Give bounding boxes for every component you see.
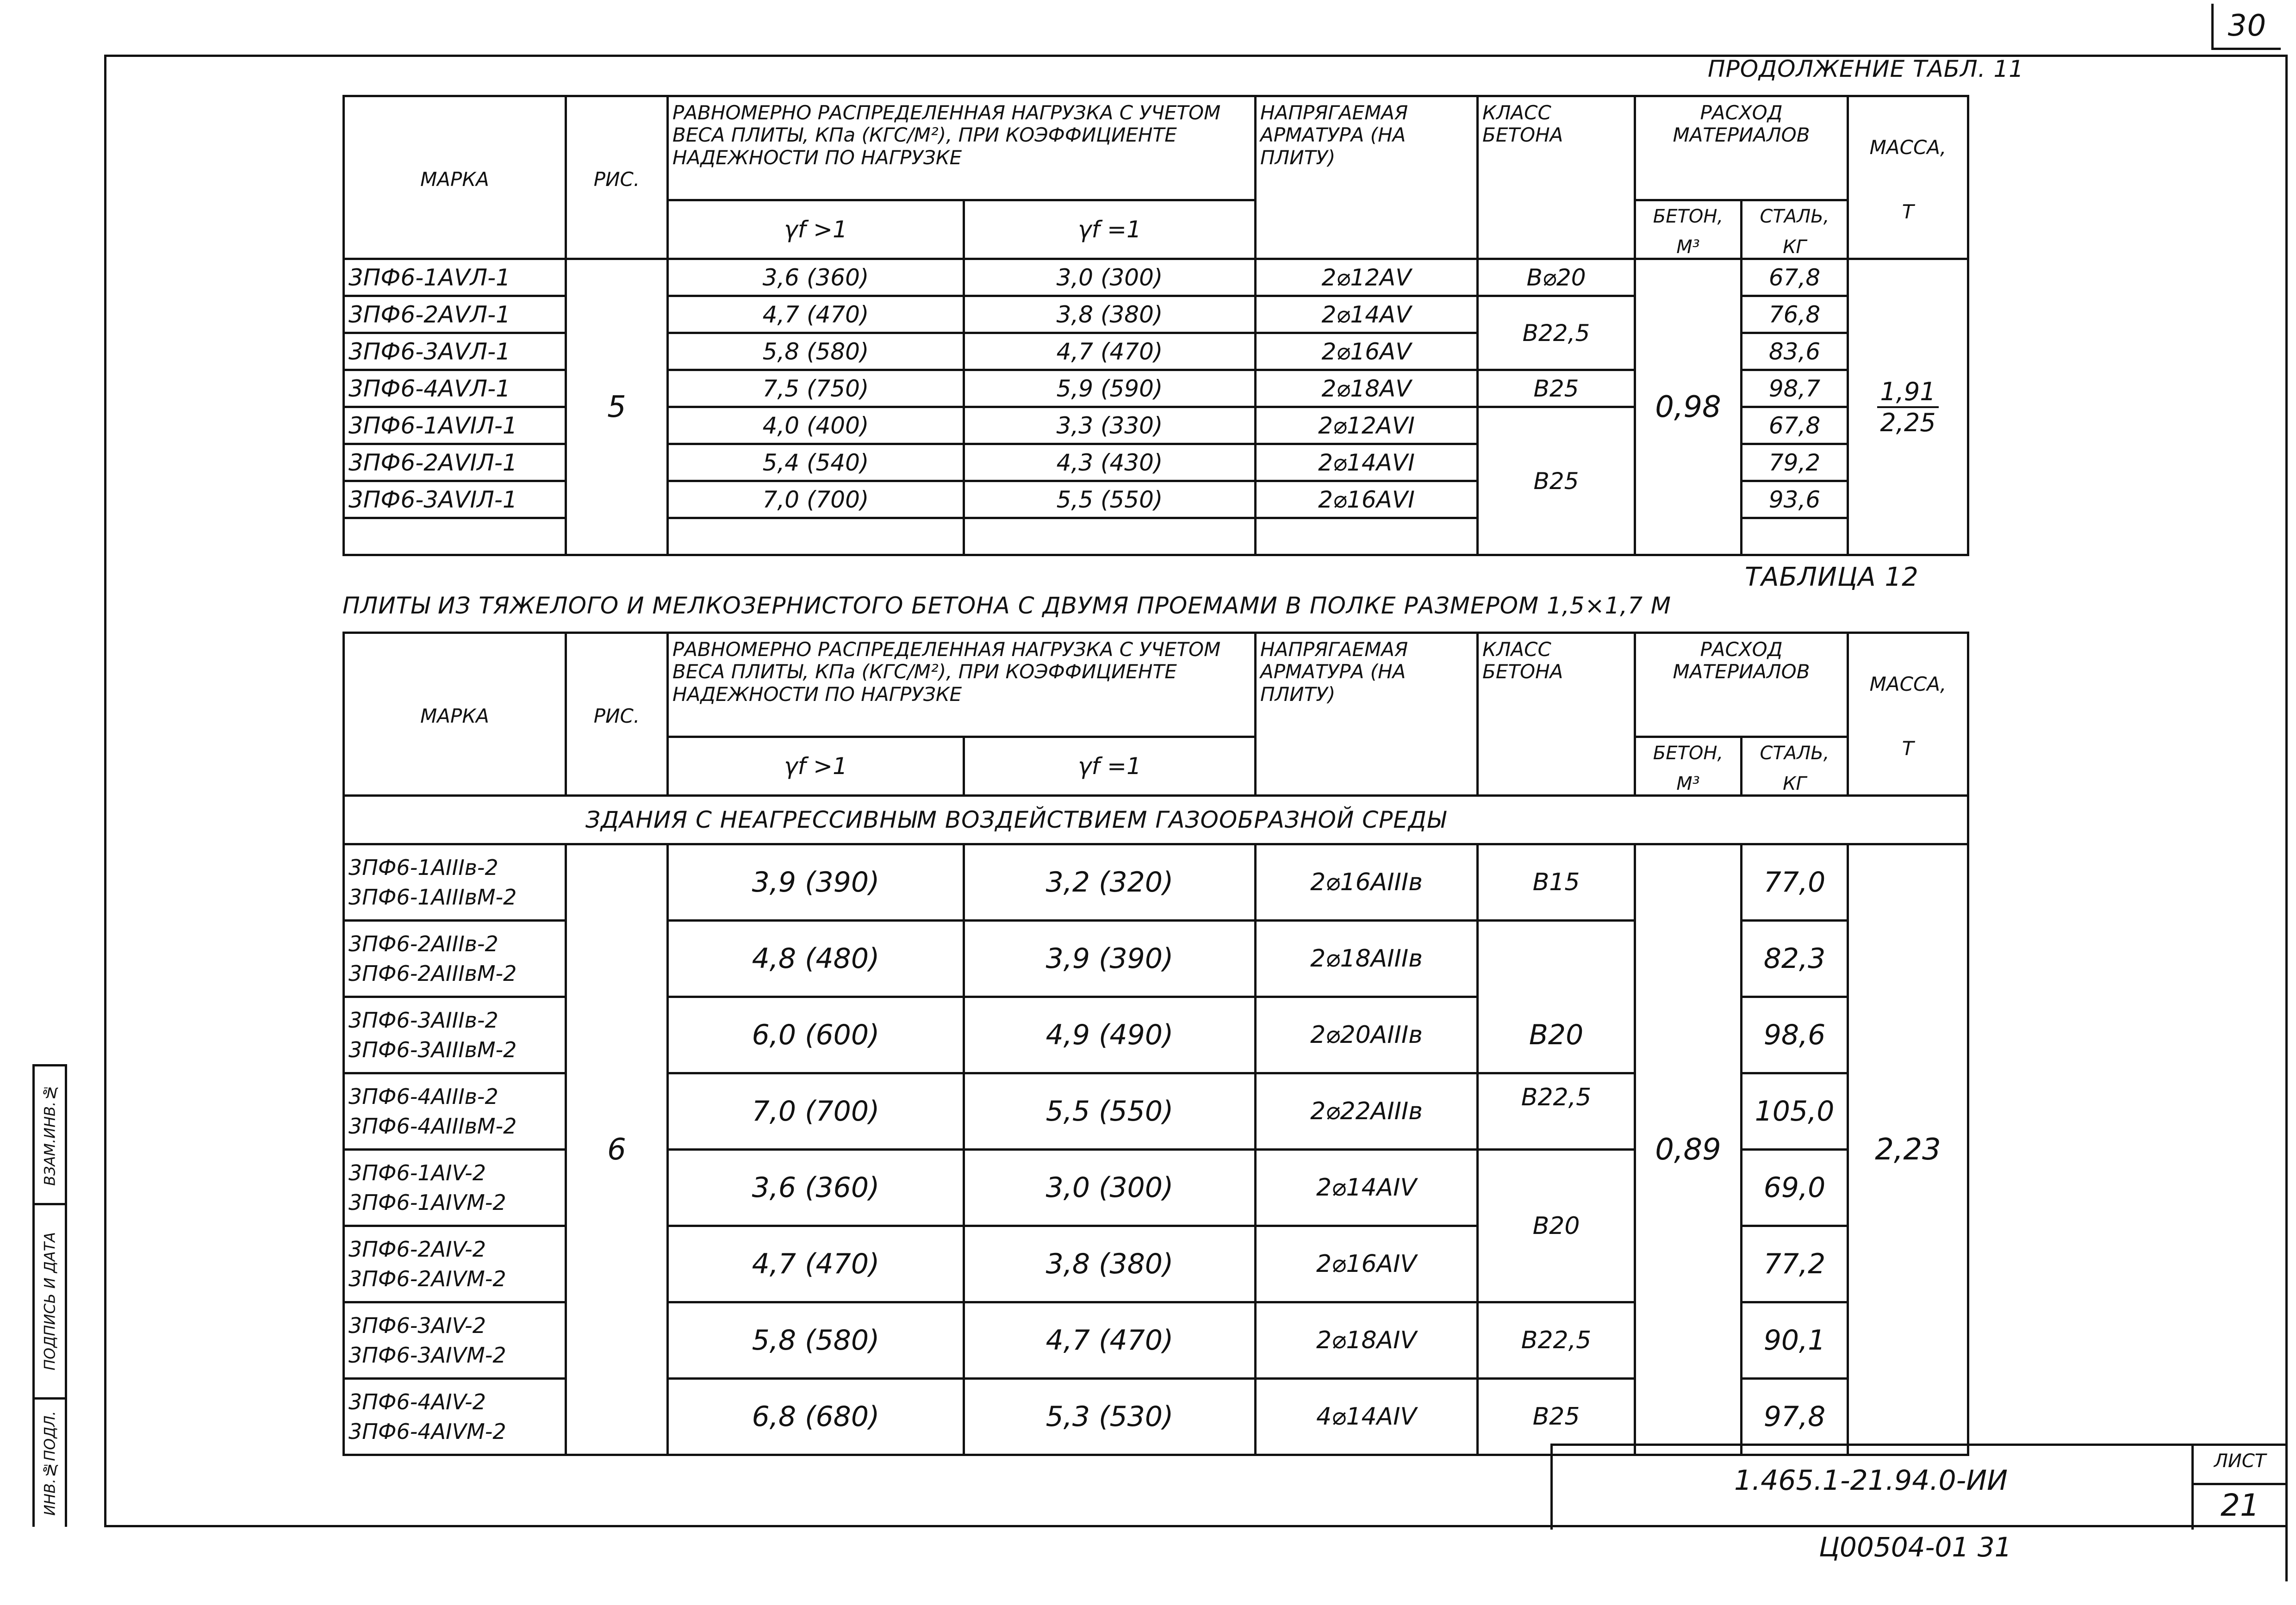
mass-alt-value: 2,25 — [1880, 408, 1936, 437]
steel-cell: 69,0 — [1742, 1150, 1848, 1226]
stamp-divider — [2191, 1446, 2194, 1530]
class-cell: В20 — [1478, 921, 1635, 1073]
header-concrete-label: БЕТОН, — [1653, 743, 1724, 764]
load-gt1-cell: 6,8 (680) — [668, 1379, 964, 1455]
mark-cell: 3ПФ6-3АVЛ-1 — [344, 333, 566, 370]
load-gt1-cell: 5,8 (580) — [668, 333, 964, 370]
mark-secondary: 3ПФ6-2АIIIвМ-2 — [348, 961, 517, 986]
class-cell: В22,5 — [1478, 1073, 1635, 1150]
table-12 — [342, 632, 1969, 1456]
mark-cell — [344, 1073, 566, 1150]
header-gamma-gt1: γf >1 — [668, 737, 964, 796]
header-concrete-unit: М³ — [1676, 773, 1700, 794]
margin-replace-inv: ВЗАМ.ИНВ.№ — [41, 1084, 59, 1186]
load-eq1-cell: 3,8 (380) — [964, 1226, 1256, 1302]
mark-secondary: 3ПФ6-3АIVМ-2 — [348, 1343, 506, 1368]
margin-inv-orig: ИНВ.№ПОДЛ. — [41, 1411, 59, 1516]
load-gt1-cell: 7,0 (700) — [668, 1073, 964, 1150]
fig-cell: 5 — [566, 259, 668, 555]
mark-secondary: 3ПФ6-1АIVМ-2 — [348, 1190, 506, 1215]
title-block — [1550, 1444, 2288, 1527]
rebar-cell: 2⌀20АIIIв — [1256, 997, 1478, 1073]
steel-cell: 67,8 — [1742, 259, 1848, 296]
header-mass-label: МАССА, — [1869, 673, 1947, 696]
header-mark: МАРКА — [344, 96, 566, 259]
header-materials: РАСХОД МАТЕРИАЛОВ — [1635, 633, 1848, 737]
header-mass — [1848, 633, 1968, 796]
class-cell: В22,5 — [1478, 1302, 1635, 1379]
header-mass-unit: Т — [1902, 200, 1914, 223]
class-cell: В22,5 — [1478, 296, 1635, 370]
margin-sign-date: ПОДПИСЬ И ДАТА — [41, 1232, 59, 1371]
sheet-number: 21 — [2221, 1487, 2259, 1523]
header-rebar: НАПРЯГАЕМАЯ АРМАТУРА (НА ПЛИТУ) — [1256, 633, 1478, 796]
class-cell: В⌀20 — [1478, 259, 1635, 296]
header-load: РАВНОМЕРНО РАСПРЕДЕЛЕННАЯ НАГРУЗКА С УЧЕТОМ ВЕСА ПЛИТЫ, КПа (КГС/М²), ПРИ КОЭФФИЦИЕНТЕ НАДЕЖНОСТИ ПО НАГРУЗКЕ — [668, 633, 1256, 737]
header-mass-label: МАССА, — [1869, 136, 1947, 159]
mark-secondary: 3ПФ6-2АIVМ-2 — [348, 1266, 506, 1291]
mark-cell — [344, 1302, 566, 1379]
empty-cell — [1742, 518, 1848, 555]
table12-label: ТАБЛИЦА 12 — [1745, 562, 1919, 592]
steel-cell: 97,8 — [1742, 1379, 1848, 1455]
header-materials: РАСХОД МАТЕРИАЛОВ — [1635, 96, 1848, 200]
empty-cell — [344, 518, 566, 555]
rebar-cell: 2⌀14АVI — [1256, 444, 1478, 481]
mark-cell: 3ПФ6-2АVЛ-1 — [344, 296, 566, 333]
steel-cell: 77,2 — [1742, 1226, 1848, 1302]
header-concrete-class: КЛАСС БЕТОНА — [1478, 96, 1635, 259]
header-gamma-eq1: γf =1 — [964, 200, 1256, 259]
mark-cell — [344, 1226, 566, 1302]
rebar-cell: 2⌀16АV — [1256, 333, 1478, 370]
margin-cell-inv — [35, 1397, 65, 1527]
rebar-cell: 2⌀14АIV — [1256, 1150, 1478, 1226]
load-eq1-cell: 5,5 (550) — [964, 481, 1256, 518]
rebar-cell: 2⌀16АVI — [1256, 481, 1478, 518]
mark-primary: 3ПФ6-4АIIIв-2 — [348, 1084, 498, 1109]
mark-primary: 3ПФ6-3АIV-2 — [348, 1313, 486, 1338]
footer-code: Ц00504-01 31 — [1819, 1531, 2012, 1563]
mark-primary: 3ПФ6-1АIIIв-2 — [348, 855, 498, 880]
empty-cell — [668, 518, 964, 555]
load-gt1-cell: 3,6 (360) — [668, 259, 964, 296]
header-gamma-eq1: γf =1 — [964, 737, 1256, 796]
header-steel — [1742, 200, 1848, 259]
load-eq1-cell: 5,5 (550) — [964, 1073, 1256, 1150]
load-eq1-cell: 4,7 (470) — [964, 333, 1256, 370]
margin-stamp — [32, 1064, 67, 1527]
steel-cell: 77,0 — [1742, 844, 1848, 921]
load-eq1-cell: 3,9 (390) — [964, 921, 1256, 997]
load-eq1-cell: 4,9 (490) — [964, 997, 1256, 1073]
table-row — [344, 259, 1968, 296]
mass-cell — [1848, 259, 1968, 555]
header-steel-unit: КГ — [1783, 773, 1806, 794]
table12-title: ПЛИТЫ ИЗ ТЯЖЕЛОГО И МЕЛКОЗЕРНИСТОГО БЕТОНА С ДВУМЯ ПРОЕМАМИ В ПОЛКЕ РАЗМЕРОМ 1,5×1,7 М — [342, 592, 1672, 619]
steel-cell: 82,3 — [1742, 921, 1848, 997]
class-cell: В25 — [1478, 407, 1635, 555]
rebar-cell: 2⌀12АV — [1256, 259, 1478, 296]
steel-cell: 79,2 — [1742, 444, 1848, 481]
sheet-label: ЛИСТ — [2214, 1450, 2266, 1472]
header-mass-unit: Т — [1902, 737, 1914, 760]
header-concrete — [1635, 737, 1742, 796]
mark-cell: 3ПФ6-1АVIЛ-1 — [344, 407, 566, 444]
mark-cell — [344, 1150, 566, 1226]
table-11 — [342, 95, 1969, 556]
margin-cell-replace — [35, 1064, 65, 1203]
mark-primary: 3ПФ6-2АIV-2 — [348, 1236, 486, 1262]
header-steel-unit: КГ — [1783, 236, 1806, 258]
mark-secondary: 3ПФ6-3АIIIвМ-2 — [348, 1037, 517, 1062]
header-concrete — [1635, 200, 1742, 259]
mark-primary: 3ПФ6-2АIIIв-2 — [348, 931, 498, 956]
class-cell: В25 — [1478, 370, 1635, 407]
load-eq1-cell: 5,9 (590) — [964, 370, 1256, 407]
load-gt1-cell: 3,6 (360) — [668, 1150, 964, 1226]
load-eq1-cell: 3,0 (300) — [964, 259, 1256, 296]
steel-cell: 67,8 — [1742, 407, 1848, 444]
rebar-cell: 2⌀16АIIIв — [1256, 844, 1478, 921]
load-eq1-cell: 3,2 (320) — [964, 844, 1256, 921]
steel-cell: 83,6 — [1742, 333, 1848, 370]
mark-primary: 3ПФ6-4АIV-2 — [348, 1389, 486, 1414]
steel-cell: 90,1 — [1742, 1302, 1848, 1379]
load-eq1-cell: 4,3 (430) — [964, 444, 1256, 481]
table-row — [344, 844, 1968, 921]
load-eq1-cell: 3,8 (380) — [964, 296, 1256, 333]
continuation-title: ПРОДОЛЖЕНИЕ ТАБЛ. 11 — [1708, 56, 2024, 82]
load-gt1-cell: 4,7 (470) — [668, 1226, 964, 1302]
load-gt1-cell: 4,0 (400) — [668, 407, 964, 444]
right-edge-line — [2285, 55, 2288, 1581]
mark-cell: 3ПФ6-1АVЛ-1 — [344, 259, 566, 296]
stamp-sheet-divider — [2191, 1483, 2288, 1485]
load-gt1-cell: 7,5 (750) — [668, 370, 964, 407]
load-gt1-cell: 7,0 (700) — [668, 481, 964, 518]
load-gt1-cell: 4,8 (480) — [668, 921, 964, 997]
mark-primary: 3ПФ6-1АIV-2 — [348, 1160, 486, 1185]
concrete-volume-cell: 0,89 — [1635, 844, 1742, 1455]
steel-cell: 98,6 — [1742, 997, 1848, 1073]
fig-cell: 6 — [566, 844, 668, 1455]
load-eq1-cell: 3,0 (300) — [964, 1150, 1256, 1226]
rebar-cell: 2⌀14АV — [1256, 296, 1478, 333]
load-eq1-cell: 5,3 (530) — [964, 1379, 1256, 1455]
rebar-cell: 2⌀18АV — [1256, 370, 1478, 407]
load-gt1-cell: 4,7 (470) — [668, 296, 964, 333]
empty-cell — [964, 518, 1256, 555]
load-eq1-cell: 3,3 (330) — [964, 407, 1256, 444]
load-eq1-cell: 4,7 (470) — [964, 1302, 1256, 1379]
margin-cell-sign — [35, 1203, 65, 1397]
header-steel-label: СТАЛЬ, — [1760, 743, 1829, 764]
header-steel-label: СТАЛЬ, — [1760, 206, 1829, 227]
mark-cell — [344, 921, 566, 997]
mark-secondary: 3ПФ6-4АIIIвМ-2 — [348, 1114, 517, 1139]
mark-secondary: 3ПФ6-4АIVМ-2 — [348, 1419, 506, 1444]
mark-primary: 3ПФ6-3АIIIв-2 — [348, 1007, 498, 1033]
mark-cell — [344, 997, 566, 1073]
steel-cell: 98,7 — [1742, 370, 1848, 407]
header-load: РАВНОМЕРНО РАСПРЕДЕЛЕННАЯ НАГРУЗКА С УЧЕТОМ ВЕСА ПЛИТЫ, КПа (КГС/М²), ПРИ КОЭФФИЦИЕНТЕ НАДЕЖНОСТИ ПО НАГРУЗКЕ — [668, 96, 1256, 200]
load-gt1-cell: 3,9 (390) — [668, 844, 964, 921]
rebar-cell: 2⌀22АIIIв — [1256, 1073, 1478, 1150]
mark-cell: 3ПФ6-2АVIЛ-1 — [344, 444, 566, 481]
mark-cell: 3ПФ6-4АVЛ-1 — [344, 370, 566, 407]
load-gt1-cell: 6,0 (600) — [668, 997, 964, 1073]
mass-value: 1,91 — [1877, 377, 1938, 408]
header-rebar: НАПРЯГАЕМАЯ АРМАТУРА (НА ПЛИТУ) — [1256, 96, 1478, 259]
header-concrete-label: БЕТОН, — [1653, 206, 1724, 227]
page-number: 30 — [2211, 4, 2281, 50]
mass-cell: 2,23 — [1848, 844, 1968, 1455]
load-gt1-cell: 5,8 (580) — [668, 1302, 964, 1379]
steel-cell: 93,6 — [1742, 481, 1848, 518]
header-concrete-class: КЛАСС БЕТОНА — [1478, 633, 1635, 796]
header-concrete-unit: М³ — [1676, 236, 1700, 258]
header-gamma-gt1: γf >1 — [668, 200, 964, 259]
empty-cell — [1256, 518, 1478, 555]
steel-cell: 105,0 — [1742, 1073, 1848, 1150]
mark-secondary: 3ПФ6-1АIIIвМ-2 — [348, 885, 517, 910]
header-steel — [1742, 737, 1848, 796]
rebar-cell: 2⌀18АIV — [1256, 1302, 1478, 1379]
class-cell: В20 — [1478, 1150, 1635, 1302]
document-code: 1.465.1-21.94.0-ИИ — [1734, 1464, 2008, 1497]
load-gt1-cell: 5,4 (540) — [668, 444, 964, 481]
concrete-volume-cell: 0,98 — [1635, 259, 1742, 555]
mark-cell — [344, 844, 566, 921]
rebar-cell: 4⌀14АIV — [1256, 1379, 1478, 1455]
class-cell: В15 — [1478, 844, 1635, 921]
section-title: ЗДАНИЯ С НЕАГРЕССИВНЫМ ВОЗДЕЙСТВИЕМ ГАЗООБРАЗНОЙ СРЕДЫ — [344, 796, 1968, 844]
mark-cell — [344, 1379, 566, 1455]
steel-cell: 76,8 — [1742, 296, 1848, 333]
rebar-cell: 2⌀16АIV — [1256, 1226, 1478, 1302]
header-mass — [1848, 96, 1968, 259]
class-cell: В25 — [1478, 1379, 1635, 1455]
header-fig: РИС. — [566, 96, 668, 259]
header-fig: РИС. — [566, 633, 668, 796]
rebar-cell: 2⌀12АVI — [1256, 407, 1478, 444]
header-mark: МАРКА — [344, 633, 566, 796]
rebar-cell: 2⌀18АIIIв — [1256, 921, 1478, 997]
mark-cell: 3ПФ6-3АVIЛ-1 — [344, 481, 566, 518]
